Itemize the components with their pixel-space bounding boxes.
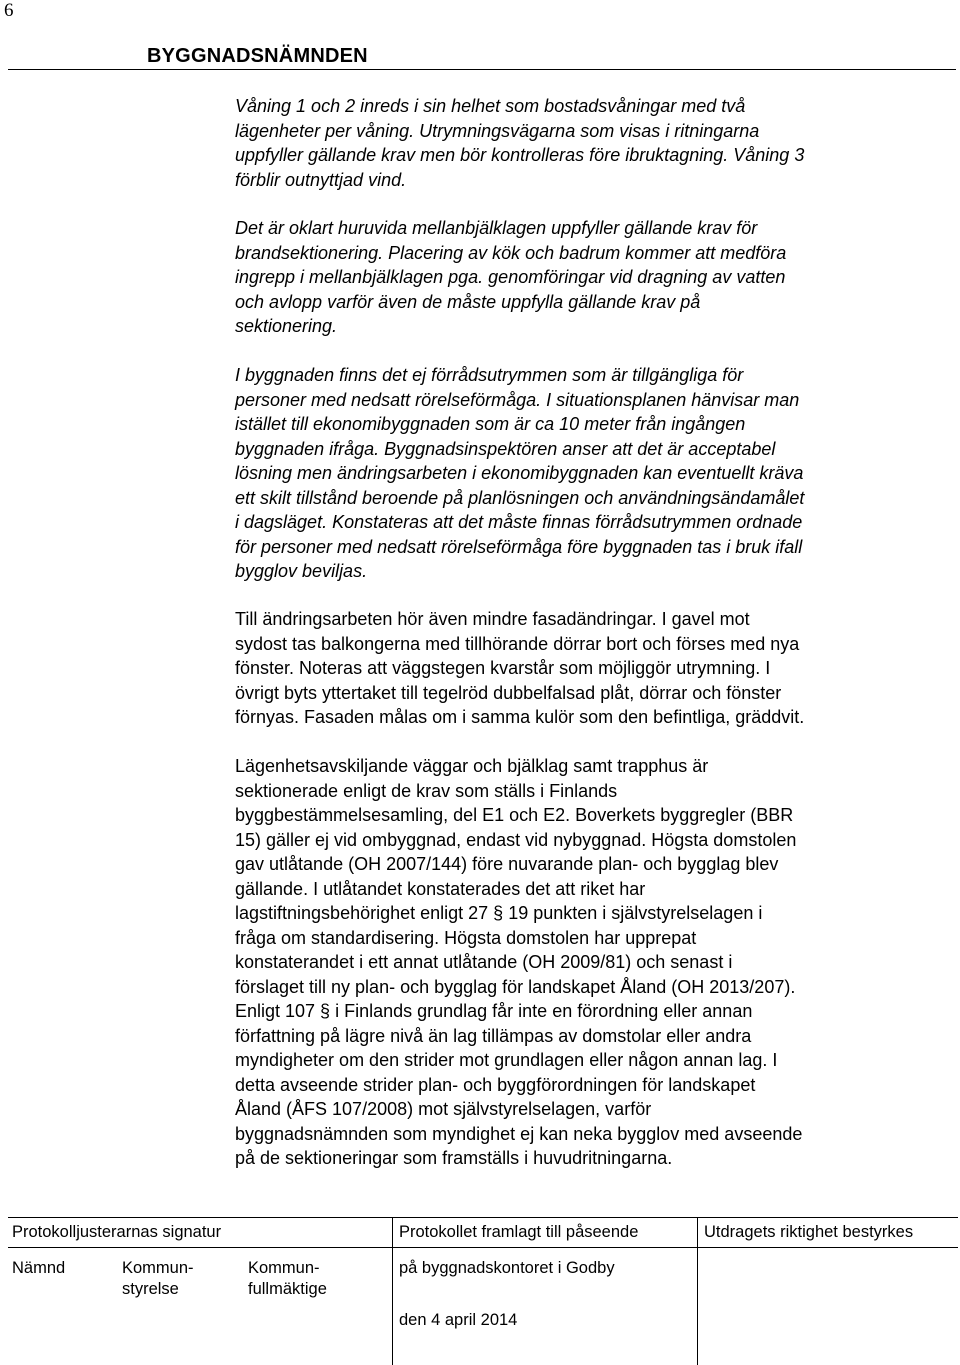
paragraph-line: personer med nedsatt rörelseförmåga. I situationsplanen hänvisar man: [235, 389, 800, 410]
paragraph-4: [235, 607, 935, 730]
paragraph-line: fråga om standardisering. Högsta domstolen har upprepat: [235, 927, 697, 948]
paragraph-line: ett skilt tillstånd beroende på planlösningen och användningsändamålet: [235, 487, 805, 508]
paragraph-2: [235, 216, 935, 339]
paragraph-line: Till ändringsarbeten hör även mindre fasadändringar. I gavel mot: [235, 609, 750, 629]
certified-label: Utdragets riktighet bestyrkes: [704, 1223, 914, 1241]
paragraph-line: förblir outnyttjad vind.: [235, 169, 407, 190]
paragraph-line: brandsektionering. Placering av kök och badrum kommer att medföra: [235, 242, 787, 263]
paragraph-line: Åland (ÅFS 107/2008) mot självstyrelselagen, varför: [235, 1099, 652, 1119]
place-text: på byggnadskontoret i Godby: [399, 1259, 615, 1277]
paragraph-line: och avlopp varför även de måste uppfylla gällande krav på: [235, 291, 701, 312]
paragraph-5: [235, 754, 935, 1171]
date-text: den 4 april 2014: [399, 1311, 518, 1329]
footer-table: [8, 1217, 958, 1365]
kommunstyrelse-label-2: styrelse: [122, 1280, 179, 1298]
paragraph-line: förslaget till ny plan- och bygglag för landskapet Åland (OH 2013/207).: [235, 976, 796, 997]
footer-mid-rule: [8, 1247, 958, 1248]
paragraph-line: sektionering.: [235, 316, 338, 336]
paragraph-line: författning på lägre nivå än lag tillämpas av domstolar eller andra: [235, 1025, 752, 1046]
paragraph-1: [235, 94, 935, 192]
footer-column-divider: [697, 1217, 698, 1365]
paragraph-line: gällande. I utlåtandet konstaterades det att riket har: [235, 878, 646, 899]
signature-label: Protokolljusterarnas signatur: [12, 1223, 222, 1241]
namnd-label: Nämnd: [12, 1259, 66, 1277]
paragraph-line: ingrepp i mellanbjälklagen pga. genomföringar vid dragning av vatten: [235, 267, 786, 287]
paragraph-line: förnyas. Fasaden målas om i samma kulör som den befintliga, gräddvit.: [235, 707, 805, 727]
kommunfullmaktige-label-2: fullmäktige: [248, 1280, 327, 1298]
paragraph-line: myndigheter om den strider mot grundlagen eller någon annan lag. I: [235, 1050, 778, 1070]
kommunstyrelse-label-1: Kommun-: [122, 1259, 194, 1277]
paragraph-line: detta avseende strider plan- och byggförordningen för landskapet: [235, 1074, 756, 1095]
paragraph-line: i dagsläget. Konstateras att det måste finnas förrådsutrymmen ordnade: [235, 512, 803, 532]
page-number: 6: [4, 0, 14, 21]
paragraph-line: lösning men ändringsarbeten i ekonomibyggnaden kan eventuellt kräva: [235, 463, 804, 483]
paragraph-line: sektionerade enligt de krav som ställs i Finlands: [235, 780, 618, 801]
paragraph-line: fönster. Noteras att väggstegen kvarstår som möjliggör utrymning. I: [235, 658, 771, 678]
paragraph-line: Lägenhetsavskiljande väggar och bjälklag samt trapphus är: [235, 756, 709, 776]
paragraph-3: [235, 363, 935, 584]
page-title: BYGGNADSNÄMNDEN: [147, 45, 368, 67]
paragraph-line: konstaterandet i ett annat utlåtande (OH 2009/81) och senast i: [235, 952, 733, 972]
paragraph-line: Våning 1 och 2 inreds i sin helhet som bostadsvåningar med två: [235, 96, 746, 116]
paragraph-line: övrigt byts yttertaket till tegelröd dubbelfalsad plåt, dörrar och fönster: [235, 682, 782, 703]
paragraph-line: lägenheter per våning. Utrymningsvägarna som visas i ritningarna: [235, 120, 760, 141]
paragraph-line: byggnaden ifråga. Byggnadsinspektören anser att det är acceptabel: [235, 438, 776, 459]
paragraph-line: gav utlåtande (OH 2007/144) före nuvarande plan- och bygglag blev: [235, 854, 779, 874]
paragraph-line: Det är oklart huruvida mellanbjälklagen uppfyller gällande krav för: [235, 218, 758, 238]
paragraph-line: sydost tas balkongerna med tillhörande dörrar bort och förses med nya: [235, 633, 800, 654]
paragraph-line: I byggnaden finns det ej förrådsutrymmen som är tillgängliga för: [235, 365, 744, 385]
paragraph-line: på de sektioneringar som framställs i huvudritningarna.: [235, 1148, 673, 1168]
paragraph-line: byggnadsnämnden som myndighet ej kan neka bygglov med avseende: [235, 1123, 803, 1144]
paragraph-line: för personer med nedsatt rörelseförmåga före byggnaden tas i bruk ifall: [235, 536, 803, 557]
footer-top-rule: [8, 1217, 958, 1218]
header-divider: [8, 69, 956, 70]
paragraph-line: lagstiftningsbehörighet enligt 27 § 19 punkten i självstyrelselagen i: [235, 903, 763, 923]
paragraph-line: 15) gäller ej vid ombyggnad, endast vid nybyggnad. Högsta domstolen: [235, 829, 797, 850]
paragraph-line: byggbestämmelsesamling, del E1 och E2. Boverkets byggregler (BBR: [235, 805, 794, 825]
paragraph-line: Enligt 107 § i Finlands grundlag får inte en förordning eller annan: [235, 1001, 753, 1021]
kommunfullmaktige-label-1: Kommun-: [248, 1259, 320, 1277]
presented-label: Protokollet framlagt till påseende: [399, 1223, 639, 1241]
footer-column-divider: [392, 1217, 393, 1365]
paragraph-line: uppfyller gällande krav men bör kontrolleras före ibruktagning. Våning 3: [235, 145, 805, 165]
paragraph-line: istället till ekonomibyggnaden som är ca 10 meter från ingången: [235, 414, 746, 434]
paragraph-line: bygglov beviljas.: [235, 561, 368, 581]
